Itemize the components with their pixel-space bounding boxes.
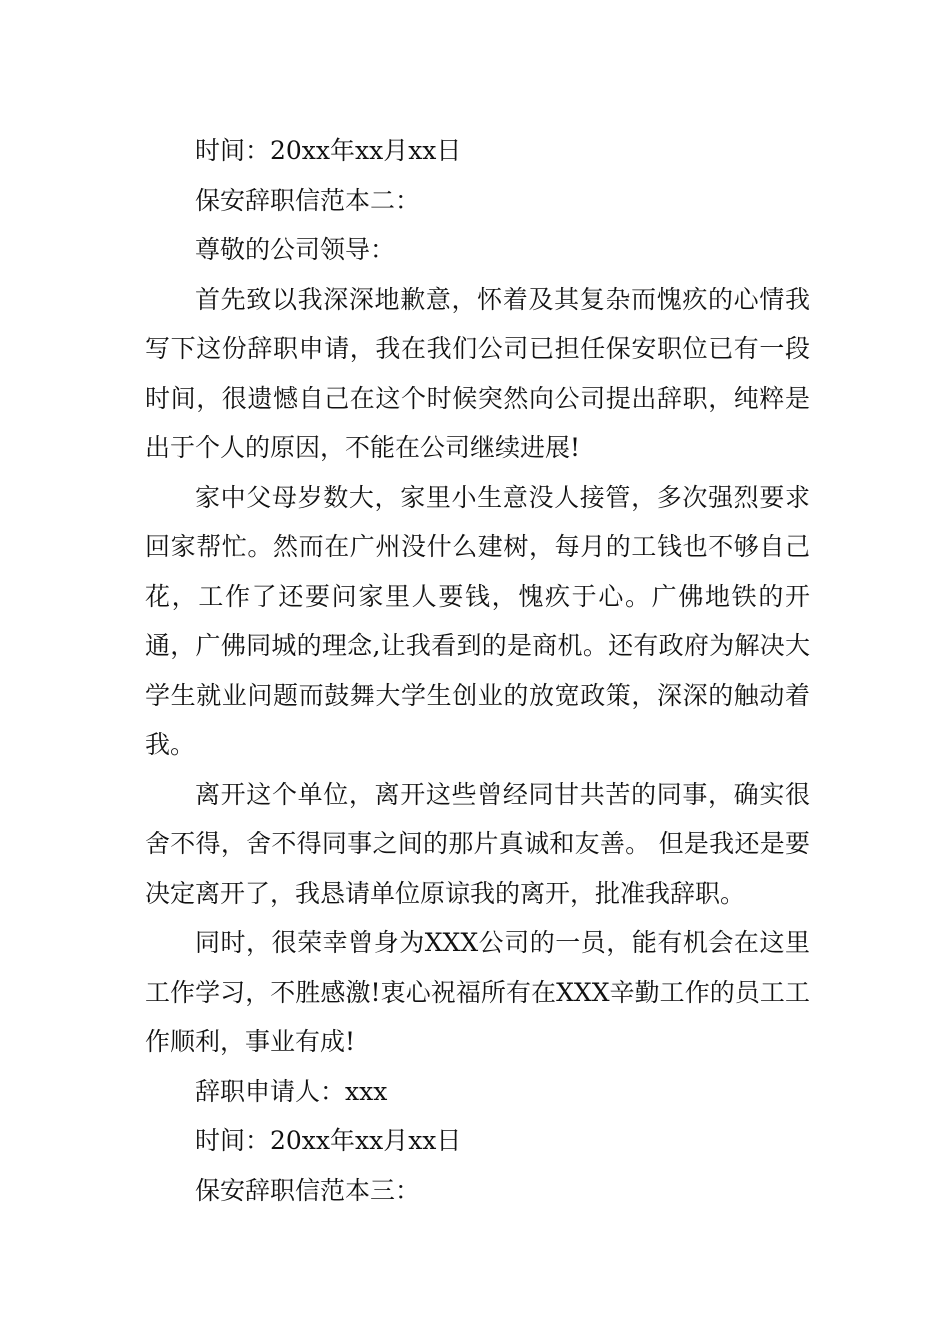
date-line: 时间：20xx年xx月xx日: [195, 1126, 462, 1155]
body-paragraph: 离开这个单位，离开这些曾经同甘共苦的同事，确实很舍不得，舍不得同事之间的那片真诚和友善。 但是我还是要决定离开了，我恳请单位原谅我的离开，批准我辞职。: [145, 779, 810, 908]
salutation: 尊敬的公司领导：: [195, 235, 396, 264]
body-paragraph: 同时，很荣幸曾身为XXX公司的一员，能有机会在这里工作学习，不胜感激!衷心祝福所有在XXX辛勤工作的员工工作顺利，事业有成!: [145, 928, 810, 1056]
body-paragraph: 家中父母岁数大，家里小生意没人接管，多次强烈要求回家帮忙。然而在广州没什么建树，每月的工钱也不够自己花，工作了还要问家里人要钱，愧疚于心。广佛地铁的开通，广佛同城的理念,让我看到的是商机。还有政府为解决大学生就业问题而鼓舞大学生创业的放宽政策，深深的触动着我。: [145, 482, 810, 759]
date-line: 时间：20xx年xx月xx日: [195, 136, 462, 165]
section-heading: 保安辞职信范本二：: [195, 185, 421, 215]
body-paragraph: 首先致以我深深地歉意，怀着及其复杂而愧疚的心情我写下这份辞职申请，我在我们公司已担任保安职位已有一段时间，很遗憾自己在这个时候突然向公司提出辞职，纯粹是出于个人的原因，不能在公司继续进展!: [145, 284, 810, 462]
document-body: [145, 126, 810, 1215]
section-heading: 保安辞职信范本三：: [195, 1175, 421, 1205]
signature-line: 辞职申请人：xxx: [195, 1076, 388, 1106]
